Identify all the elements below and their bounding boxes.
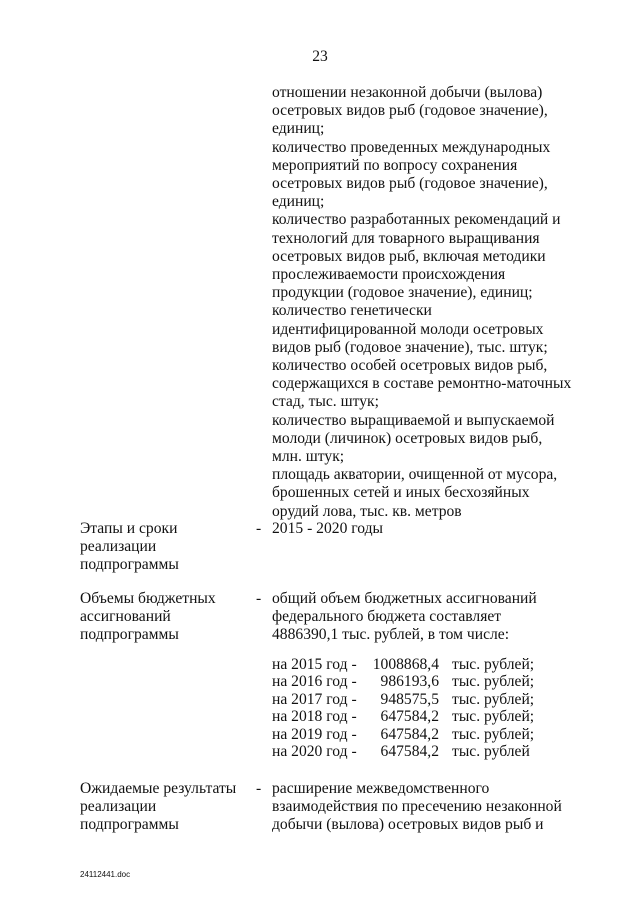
footer-filename: 24112441.doc [80,870,131,879]
unit-cell: тыс. рублей; [452,708,535,726]
label-line: реализации [80,538,157,556]
text-line: единиц; [272,120,325,138]
amount-cell: 647584,2 [380,708,439,726]
budget-by-year-table [272,656,542,760]
year-cell: на 2017 год - [272,690,357,708]
content-line: 4886390,1 тыс. рублей, в том числе: [272,626,510,644]
text-line: осетровых видов рыб, включая методики [272,247,546,265]
amount-cell: 948575,5 [380,690,439,708]
text-line: идентифицированной молоди осетровых [272,320,544,338]
table-row [272,673,542,690]
label-line: реализации [80,798,157,816]
stages-section [80,520,580,580]
unit-cell: тыс. рублей; [452,690,535,708]
text-line: количество выращиваемой и выпускаемой [272,411,555,429]
table-row [272,691,542,708]
section-dash: - [256,590,262,607]
text-line: осетровых видов рыб (годовое значение), [272,175,548,193]
text-line: стад, тыс. штук; [272,393,379,411]
year-cell: на 2016 год - [272,673,357,691]
amount-cell: 986193,6 [380,673,439,691]
label-line: подпрограммы [80,816,179,834]
text-line: количество генетически [272,302,432,320]
section-content [272,590,572,645]
table-row [272,708,542,725]
text-line: молоди (личинок) осетровых видов рыб, [272,429,543,447]
content-line: добычи (вылова) осетровых видов рыб и [272,816,544,834]
content-line: взаимодействия по пресечению незаконной [272,798,562,816]
year-cell: на 2015 год - [272,656,357,673]
section-dash: - [256,520,262,537]
section-label [80,520,250,575]
label-line: Объемы бюджетных [80,590,216,607]
content-line: расширение межведомственного [272,780,490,797]
text-line: количество особей осетровых видов рыб, [272,357,548,375]
table-row [272,726,542,743]
text-line: отношении незаконной добычи (вылова) [272,84,543,101]
year-cell: на 2020 год - [272,743,357,761]
text-line: млн. штук; [272,448,345,466]
content-line: общий объем бюджетных ассигнований [272,590,537,607]
label-line: Этапы и сроки [80,520,178,537]
unit-cell: тыс. рублей; [452,725,535,743]
text-line: единиц; [272,193,325,211]
label-line: подпрограммы [80,556,179,574]
text-line: количество разработанных рекомендаций и [272,211,561,229]
text-line: продукции (годовое значение), единиц; [272,284,533,302]
page-number: 23 [312,48,328,65]
text-line: площадь акватории, очищенной от мусора, [272,466,558,484]
table-row [272,743,542,760]
content-line: 2015 - 2020 годы [272,520,384,537]
table-row [272,656,542,673]
year-cell: на 2018 год - [272,708,357,726]
text-line: технологий для товарного выращивания [272,229,540,247]
label-line: Ожидаемые результаты [80,780,237,797]
amount-cell: 647584,2 [380,725,439,743]
results-section [80,780,580,840]
text-line: осетровых видов рыб (годовое значение), [272,102,548,120]
text-line: брошенных сетей и иных бесхозяйных [272,484,530,502]
label-line: ассигнований [80,608,171,626]
unit-cell: тыс. рублей; [452,656,535,673]
section-dash: - [256,780,262,797]
content-line: федерального бюджета составляет [272,608,502,626]
amount-cell: 647584,2 [380,743,439,761]
section-content [272,520,572,538]
text-line: содержащихся в составе ремонтно-маточных [272,375,572,393]
unit-cell: тыс. рублей [452,743,530,761]
unit-cell: тыс. рублей; [452,673,535,691]
text-line: орудий лова, тыс. кв. метров [272,502,462,520]
section-label [80,590,250,645]
section-content [272,780,572,835]
text-line: количество проведенных международных [272,138,551,156]
text-line: прослеживаемости происхождения [272,266,506,284]
continued-indicators-text [272,84,592,521]
section-label [80,780,250,835]
text-line: мероприятий по вопросу сохранения [272,156,518,174]
budget-section [80,590,580,770]
text-line: видов рыб (годовое значение), тыс. штук; [272,338,548,356]
year-cell: на 2019 год - [272,725,357,743]
label-line: подпрограммы [80,626,179,644]
amount-cell: 1008868,4 [372,656,439,673]
